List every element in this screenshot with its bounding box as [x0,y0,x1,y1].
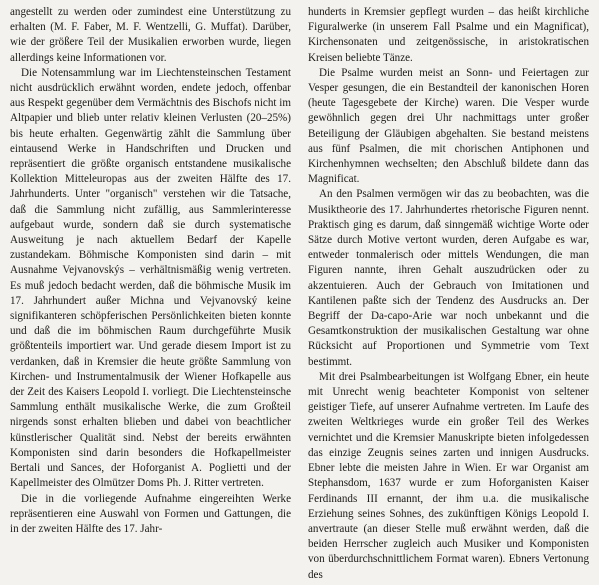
paragraph: Die Notensammlung war im Liechtensteinschen Testament nicht ausdrücklich erwähnt worden, endete jedoch, offenbar aus Respekt gegenüber dem Vermächtnis des Bischofs nicht im Altpapier und blieb unter relativ kleinen Verlusten (20–25%) bis heute erhalten. Gegenwärtig zählt die Sammlung über eintausend Werke in Handschriften und Drucken und repräsentiert die größte organisch entstandene musikalische Kollektion Mitteleuropas aus der zweiten Hälfte des 17. Jahrhunderts. Unter "organisch" verstehen wir die Tatsache, daß die Sammlung nicht zufällig, aus Sammlerinteresse aufgebaut wurde, sondern daß sie durch systematische Ausweitung je nach aktuellem Bedarf der Kapelle zustandekam. Böhmische Komponisten sind darin – mit Ausnahme Vejvanovskýs – verhältnismäßig wenig vertreten. Es muß jedoch bedacht werden, daß die böhmische Musik im 17. Jahrhundert außer Michna und Vejvanovský keine signifikanteren schöpferischen Persönlichkeiten bieten konnte und daß die im böhmischen Raum durchgeführte Musik größtenteils importiert war. Und gerade diesem Import ist zu verdanken, daß in Kremsier die heute größte Sammlung von Kirchen- und Instrumentalmusik der Wiener Hofkapelle aus der Zeit des Kaisers Leopold I. vorliegt. Die Liechtensteinsche Sammlung enthält musikalische Werke, die zum Großteil nirgends sonst erhalten blieben und dabei von beachtlicher künstlerischer Qualität sind. Nebst der bereits erwähnten Komponisten sind darin besonders die Hofkapellmeister Bertali und Sances, der Hoforganist A. Poglietti und der Kapellmeister des Olmützer Doms Ph. J. Ritter vertreten. [10,66,291,490]
paragraph: hunderts in Kremsier gepflegt wurden – das heißt kirchliche Figuralwerke (in unserem Fall Psalme und ein Magnificat), Kirchensonaten und zeitgenössische, in aristokratischen Kreisen beliebte Tänze. [308,6,589,64]
paragraph: Die Psalme wurden meist an Sonn- und Feiertagen zur Vesper gesungen, die ein Bestandteil der kanonischen Horen (heute Tagesgebete der Kirche) waren. Die Vesper wurde gewöhnlich gegen drei Uhr nachmittags unter großer Beteiligung der Gläubigen abgehalten. Sie bestand meistens aus fünf Psalmen, die mit chorischen Antiphonen und Kirchenhymnen wechselten; den Abschluß bildete dann das Magnificat. [308,66,589,186]
right-column [308,5,589,585]
paragraph: angestellt zu werden oder zumindest eine Unterstützung zu erhalten (M. F. Faber, M. F. Wentzelli, G. Muffat). Darüber, wie der größere Teil der Musikalien erworben wurde, liegen allerdings keine Informationen vor. [10,6,291,64]
left-column [10,5,291,585]
paragraph: Mit drei Psalmbearbeitungen ist Wolfgang Ebner, ein heute mit Unrecht wenig beachteter Komponist von seltener geistiger Tiefe, auf unserer Aufnahme vertreten. Im Laufe des zweiten Weltkrieges wurde ein großer Teil des Werkes vernichtet und die Kremsier Manuskripte bieten infolgedessen das einzige Zeugnis seines zarten und innigen Ausdrucks. Ebner lebte die meisten Jahre in Wien. Er war Organist am Stephansdom, 1637 wurde er zum Hoforganisten Kaiser Ferdinands III ernannt, der ihm u.a. die musikalische Erziehung seines Sohnes, des zukünftigen Königs Leopold I. anvertraute (an dieser Stelle muß erwähnt werden, daß die beiden Herrscher zugleich auch Musiker und Komponisten von überdurchschnittlichem Format waren). Ebners Vertonung des [308,370,589,581]
paragraph: Die in die vorliegende Aufnahme eingereihten Werke repräsentieren eine Auswahl von Formen und Gattungen, die in der zweiten Hälfte des 17. Jahr- [10,492,291,535]
paragraph: An den Psalmen vermögen wir das zu beobachten, was die Musiktheorie des 17. Jahrhundertes rhetorische Figuren nennt. Praktisch ging es darum, daß sinngemäß wichtige Worte oder Sätze durch Motive vertont wurden, deren Aufgabe es war, entweder tonmalerisch oder mittels Wendungen, die man Figuren nannte, ihren Gehalt auszudrücken oder zu akzentuieren. Auch der Gebrauch von Imitationen und Kantilenen paßte sich der Tendenz des Ausdrucks an. Der Begriff der Da-capo-Arie war noch unbekannt und die Gesamtkonstruktion der musikalischen Gestaltung war ohne Rücksicht auf Proportionen und Symmetrie vom Text bestimmt. [308,188,589,368]
